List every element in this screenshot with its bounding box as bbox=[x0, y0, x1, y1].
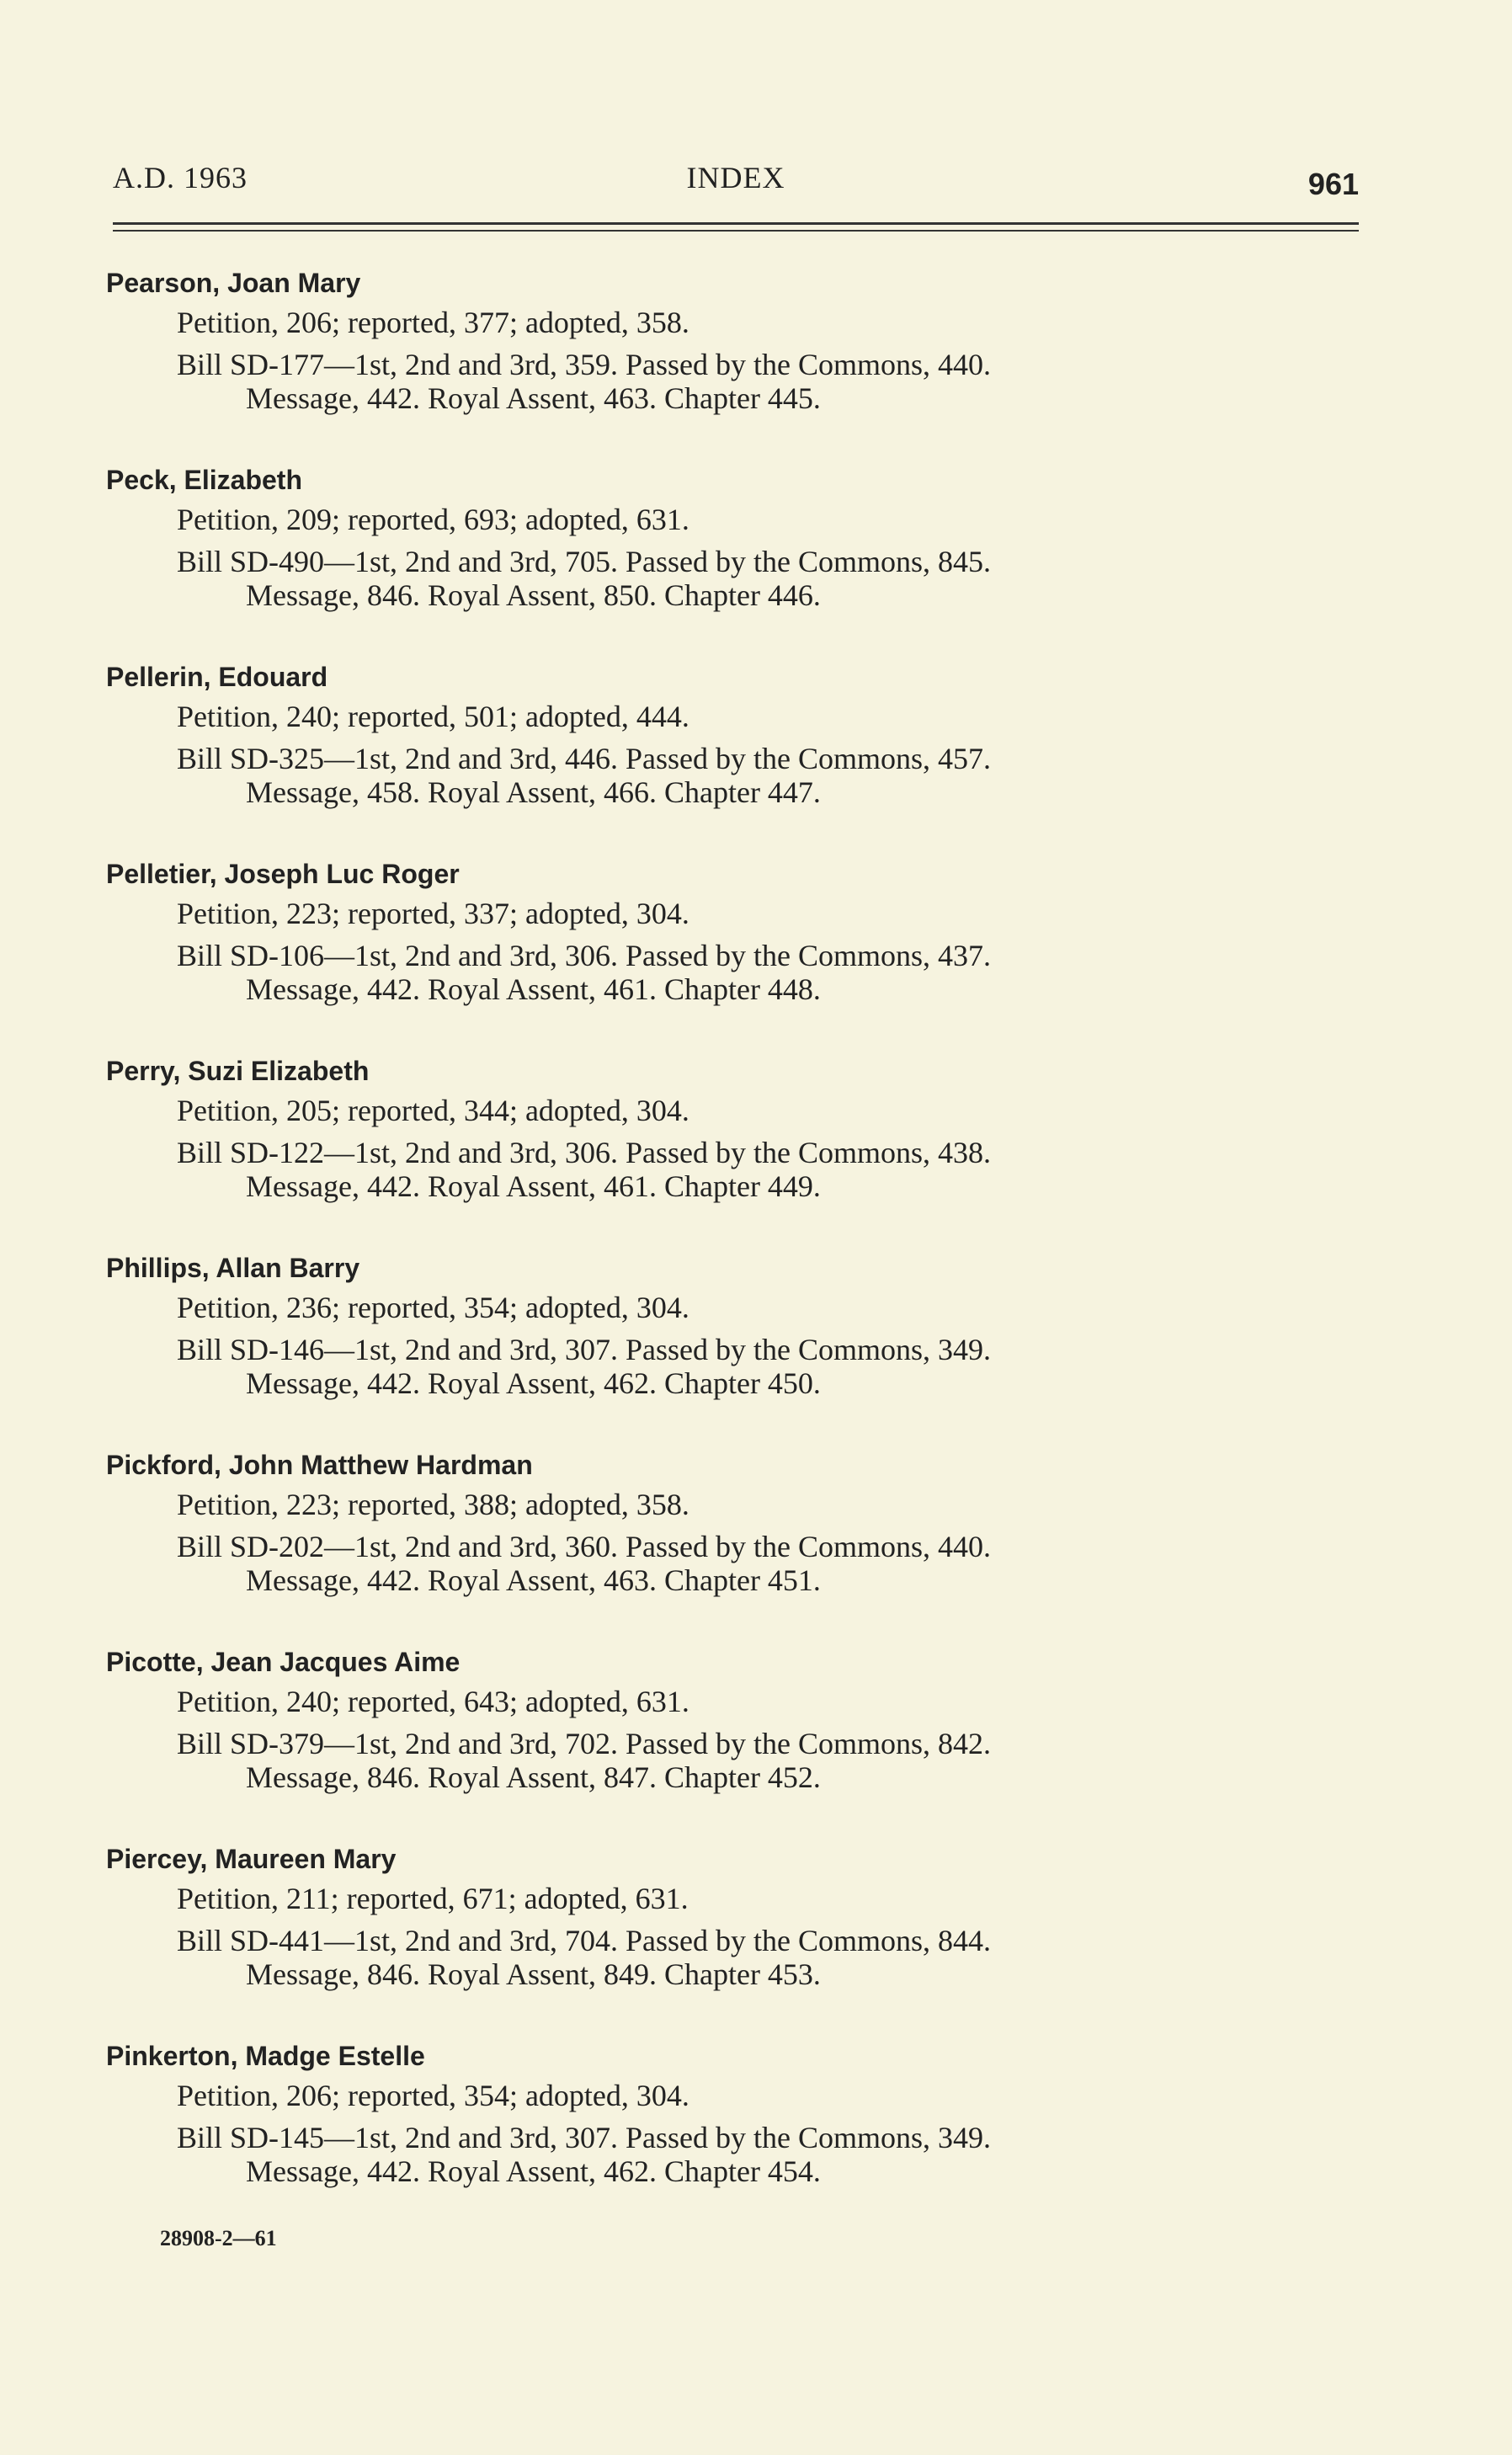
index-entry bbox=[106, 263, 1369, 460]
year-label: A.D. 1963 bbox=[113, 161, 248, 194]
index-entry bbox=[106, 1445, 1369, 1642]
entry-message: Message, 846. Royal Assent, 849. Chapter 453. bbox=[246, 1957, 821, 1991]
entry-petition: Petition, 223; reported, 337; adopted, 304. bbox=[177, 897, 689, 930]
entry-petition: Petition, 206; reported, 354; adopted, 304. bbox=[177, 2079, 689, 2112]
entry-message: Message, 442. Royal Assent, 462. Chapter 450. bbox=[246, 1366, 821, 1400]
entry-bill: Bill SD-146—1st, 2nd and 3rd, 307. Passed by the Commons, 349. bbox=[177, 1333, 992, 1366]
index-entry bbox=[106, 2036, 1369, 2233]
index-entry bbox=[106, 1642, 1369, 1839]
entry-message: Message, 442. Royal Assent, 463. Chapter 451. bbox=[246, 1563, 821, 1597]
entry-message: Message, 458. Royal Assent, 466. Chapter 447. bbox=[246, 775, 821, 809]
entry-name: Pelletier, Joseph Luc Roger bbox=[106, 859, 460, 889]
index-entry bbox=[106, 460, 1369, 657]
entry-petition: Petition, 240; reported, 501; adopted, 444. bbox=[177, 700, 689, 733]
index-entry bbox=[106, 657, 1369, 854]
entry-name: Pickford, John Matthew Hardman bbox=[106, 1450, 533, 1480]
entry-name: Phillips, Allan Barry bbox=[106, 1253, 360, 1283]
entry-name: Pinkerton, Madge Estelle bbox=[106, 2041, 425, 2071]
entry-message: Message, 846. Royal Assent, 850. Chapter 446. bbox=[246, 578, 821, 612]
entry-name: Picotte, Jean Jacques Aime bbox=[106, 1647, 461, 1677]
entry-petition: Petition, 206; reported, 377; adopted, 358. bbox=[177, 306, 689, 339]
entry-message: Message, 442. Royal Assent, 462. Chapter 454. bbox=[246, 2154, 821, 2188]
index-entries bbox=[106, 263, 1369, 2233]
entry-name: Piercey, Maureen Mary bbox=[106, 1844, 397, 1874]
header-rule-bottom bbox=[113, 230, 1359, 232]
entry-bill: Bill SD-325—1st, 2nd and 3rd, 446. Passed by the Commons, 457. bbox=[177, 742, 992, 775]
entry-petition: Petition, 205; reported, 344; adopted, 304. bbox=[177, 1094, 689, 1127]
entry-petition: Petition, 223; reported, 388; adopted, 358. bbox=[177, 1488, 689, 1521]
entry-petition: Petition, 209; reported, 693; adopted, 631. bbox=[177, 503, 689, 536]
entry-message: Message, 846. Royal Assent, 847. Chapter 452. bbox=[246, 1760, 821, 1794]
entry-bill: Bill SD-177—1st, 2nd and 3rd, 359. Passed by the Commons, 440. bbox=[177, 348, 992, 381]
index-entry bbox=[106, 854, 1369, 1051]
entry-bill: Bill SD-106—1st, 2nd and 3rd, 306. Passed by the Commons, 437. bbox=[177, 939, 992, 972]
entry-name: Pearson, Joan Mary bbox=[106, 268, 361, 298]
entry-name: Perry, Suzi Elizabeth bbox=[106, 1056, 370, 1086]
print-code: 28908-2—61 bbox=[160, 2226, 277, 2250]
entry-bill: Bill SD-202—1st, 2nd and 3rd, 360. Passed by the Commons, 440. bbox=[177, 1530, 992, 1563]
entry-bill: Bill SD-490—1st, 2nd and 3rd, 705. Passed by the Commons, 845. bbox=[177, 545, 992, 578]
entry-petition: Petition, 211; reported, 671; adopted, 631. bbox=[177, 1882, 689, 1915]
section-title: INDEX bbox=[686, 161, 785, 194]
entry-petition: Petition, 240; reported, 643; adopted, 631. bbox=[177, 1685, 689, 1718]
index-entry bbox=[106, 1839, 1369, 2036]
entry-message: Message, 442. Royal Assent, 461. Chapter 449. bbox=[246, 1169, 821, 1203]
entry-bill: Bill SD-379—1st, 2nd and 3rd, 702. Passed by the Commons, 842. bbox=[177, 1727, 992, 1760]
entry-name: Peck, Elizabeth bbox=[106, 465, 302, 495]
entry-bill: Bill SD-122—1st, 2nd and 3rd, 306. Passed by the Commons, 438. bbox=[177, 1136, 992, 1169]
entry-message: Message, 442. Royal Assent, 463. Chapter 445. bbox=[246, 381, 821, 415]
header-rule-top bbox=[113, 222, 1359, 225]
page-header bbox=[113, 160, 1359, 210]
entry-bill: Bill SD-145—1st, 2nd and 3rd, 307. Passed by the Commons, 349. bbox=[177, 2121, 992, 2154]
page-number: 961 bbox=[1307, 167, 1359, 201]
index-entry bbox=[106, 1051, 1369, 1248]
entry-bill: Bill SD-441—1st, 2nd and 3rd, 704. Passed by the Commons, 844. bbox=[177, 1924, 992, 1957]
entry-petition: Petition, 236; reported, 354; adopted, 304. bbox=[177, 1291, 689, 1324]
entry-message: Message, 442. Royal Assent, 461. Chapter 448. bbox=[246, 972, 821, 1006]
entry-name: Pellerin, Edouard bbox=[106, 662, 328, 692]
index-entry bbox=[106, 1248, 1369, 1445]
